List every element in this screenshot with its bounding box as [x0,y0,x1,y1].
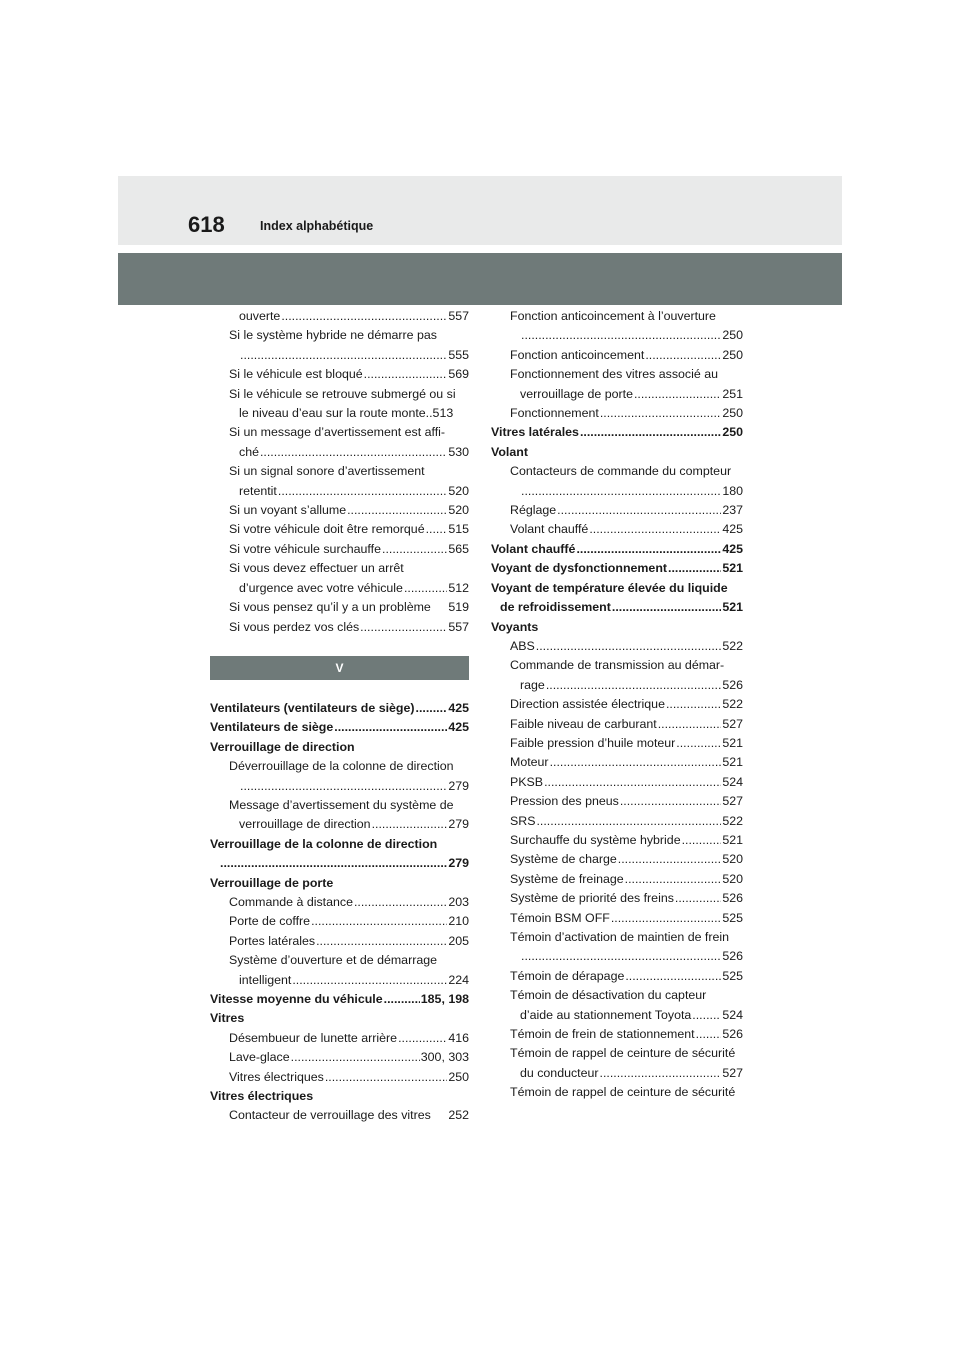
index-entry [491,443,743,462]
entry-text: Si vous devez effectuer un arrêt [229,561,404,576]
entry-text: ABS [510,638,535,653]
index-entry [491,889,743,908]
dot-leader [325,1068,448,1087]
page-reference: 522 [722,697,743,712]
header-top-band [118,176,842,245]
dot-leader [675,889,721,908]
letter-section-header: V [210,656,469,680]
entry-text: Témoin de désactivation du capteur [510,988,707,1003]
index-entry [210,990,469,1009]
entry-text: Si le véhicule est bloqué [229,367,363,382]
page-reference: 425 [722,541,743,556]
page-reference: 521 [722,735,743,750]
index-entry [491,482,743,501]
dot-leader [618,850,722,869]
dot-leader [536,637,722,656]
entry-text: Message d’avertissement du système de [229,797,454,812]
page-reference: 250 [722,328,743,343]
entry-text: Système de freinage [510,871,624,886]
index-entry [491,520,743,539]
index-entry [210,835,469,854]
index-entry [210,307,469,326]
dot-leader [666,695,721,714]
entry-text: Déverrouillage de la colonne de direction [229,759,454,774]
dot-leader [536,812,721,831]
index-entry [210,699,469,718]
entry-text: Pression des pneus [510,794,619,809]
page-reference: 515 [448,522,469,537]
dot-leader [347,501,447,520]
index-entry [491,734,743,753]
index-entry [210,1048,469,1067]
page-reference: 521 [722,755,743,770]
dot-leader [260,443,447,462]
entry-text: Fonctionnement des vitres associé au [510,367,718,382]
index-entry [210,482,469,501]
page-reference: 521 [722,832,743,847]
entry-text: Système de charge [510,852,617,867]
page-reference: 527 [722,1065,743,1080]
index-entry [491,1006,743,1025]
page-reference: 520 [722,852,743,867]
page-reference: 425 [448,720,469,735]
entry-text: Faible niveau de carburant [510,716,657,731]
dot-leader [364,365,448,384]
entry-text: Témoin BSM OFF [510,910,610,925]
index-entry [491,598,743,617]
page-number: 618 [188,212,225,237]
entry-text: Témoin de rappel de ceinture de sécurité [510,1085,736,1100]
entry-text: d’urgence avec votre véhicule [239,580,403,595]
index-entry [491,423,743,442]
page-reference: 525 [722,968,743,983]
index-entry [210,520,469,539]
entry-text: Réglage [510,503,557,518]
page-reference: 180 [722,483,743,498]
index-entry [210,1009,469,1028]
page-reference: 279 [448,778,469,793]
page-reference: 250 [722,347,743,362]
dot-leader [634,385,721,404]
index-entry [210,443,469,462]
index-entry [210,874,469,893]
page-reference: 524 [722,1007,743,1022]
dot-leader [658,715,722,734]
page-reference: 279 [448,856,469,871]
page-reference: 224 [448,972,469,987]
entry-text: Porte de coffre [229,914,311,929]
index-entry [210,796,469,815]
entry-text: Contacteurs de commande du compteur [510,464,732,479]
entry-text: d’aide au stationnement Toyota [520,1007,692,1022]
page-reference: 526 [722,891,743,906]
index-entry [210,777,469,796]
dot-leader [521,947,721,966]
dot-leader [291,1048,420,1067]
dot-leader [620,792,721,811]
dot-leader [220,854,447,873]
index-entry [491,676,743,695]
entry-text: SRS [510,813,536,828]
entry-text: Si un voyant s’allume [229,503,347,518]
dot-leader [240,777,447,796]
entry-text: retentit [239,483,277,498]
entry-text: verrouillage de porte [520,386,633,401]
page-reference: 526 [722,1027,743,1042]
index-entry [491,579,743,598]
entry-text: Si le système hybride ne démarre pas [229,328,437,343]
index-entry [491,753,743,772]
entry-text: Système d’ouverture et de démarrage [229,953,437,968]
index-entry [491,346,743,365]
entry-text: Commande de transmission au démar- [510,658,725,673]
entry-text: Volant chauffé [491,541,576,556]
dot-leader [426,520,448,539]
entry-text: Verrouillage de direction [210,739,355,754]
index-entry [210,854,469,873]
page-reference: 512 [448,580,469,595]
index-entry [491,637,743,656]
entry-text: Vitres [210,1011,245,1026]
entry-text: Fonctionnement [510,406,599,421]
dot-leader [676,734,721,753]
dot-leader [576,540,721,559]
index-entry [210,951,469,970]
page-reference: 565 [448,541,469,556]
index-entry [210,618,469,637]
entry-text: Témoin de rappel de ceinture de sécurité [510,1046,736,1061]
index-entry [491,909,743,928]
index-entry [491,385,743,404]
dot-leader [600,1064,722,1083]
index-entry [491,812,743,831]
index-entry [491,715,743,734]
index-entry [210,423,469,442]
entry-text: rage [520,677,545,692]
dot-leader [611,909,721,928]
entry-text: Direction assistée électrique [510,697,665,712]
index-entry [491,831,743,850]
page-reference: 530 [448,444,469,459]
index-entry [491,307,743,326]
dot-leader [416,699,448,718]
page-reference: 210 [448,914,469,929]
page-reference: 250 [722,406,743,421]
index-entry [491,501,743,520]
dot-leader [668,559,721,578]
page-reference: 300, 303 [420,1050,469,1065]
entry-text: du conducteur [520,1065,599,1080]
dot-leader [625,870,722,889]
index-entry [210,1087,469,1106]
index-entry [491,656,743,675]
index-entry [491,792,743,811]
dot-leader [311,912,447,931]
section-title: Index alphabétique [260,219,374,233]
index-entry [210,893,469,912]
entry-text: Vitres électriques [229,1069,324,1084]
index-column-right [491,307,743,1103]
entry-text: Si un signal sonore d’avertissement [229,464,425,479]
index-entry [491,947,743,966]
page-reference: 557 [448,309,469,323]
page-reference: 522 [722,638,743,653]
entry-text: Si un message d’avertissement est affi- [229,425,446,440]
entry-text: Voyants [491,619,539,634]
index-entry [210,718,469,737]
index-entry [491,462,743,481]
dot-leader [696,1025,722,1044]
index-entry [491,986,743,1005]
index-entry [210,404,469,423]
entry-text: Voyant de dysfonctionnement [491,561,668,576]
index-entry [491,870,743,889]
dot-leader [550,753,722,772]
dot-leader [682,831,722,850]
entry-text: Si votre véhicule doit être remorqué [229,522,425,537]
page-reference: 237 [722,503,743,518]
page-reference: 416 [448,1030,469,1045]
dot-leader [384,990,420,1009]
page-reference: 425 [448,700,469,715]
dot-leader [316,932,447,951]
dot-leader [240,346,447,365]
index-entry [491,967,743,986]
entry-text: Témoin d’activation de maintien de frein [510,930,730,944]
dot-leader [645,346,721,365]
index-entries-right [491,307,743,1103]
dot-leader [546,676,722,695]
index-entry [210,579,469,598]
index-entry [210,738,469,757]
dot-leader [278,482,447,501]
page-reference: 526 [722,949,743,964]
dot-leader [398,1029,447,1048]
index-entry [210,757,469,776]
entry-text: Si vous perdez vos clés [229,619,360,634]
dot-leader [334,718,447,737]
page-reference: 425 [722,522,743,537]
entry-text: Ventilateurs (ventilateurs de siège) [210,700,415,715]
index-entry [491,365,743,384]
header-dark-band [118,253,842,305]
entry-text: Portes latérales [229,933,316,948]
index-entry [210,540,469,559]
page-reference: 527 [722,794,743,809]
index-entry [491,773,743,792]
page-reference: 205 [448,933,469,948]
index-entry [210,346,469,365]
page-reference: 522 [722,813,743,828]
dot-leader [612,598,721,617]
dot-leader [292,971,447,990]
entry-text: Si votre véhicule surchauffe [229,541,381,556]
entry-text: Fonction anticoincement [510,347,645,362]
index-entry [210,365,469,384]
page-reference: 526 [722,677,743,692]
index-entries-left-v [210,699,469,1126]
index-entry [210,1029,469,1048]
entry-text: Témoin de frein de stationnement [510,1027,695,1042]
entry-text: Verrouillage de la colonne de direction [210,836,438,851]
entry-text: Témoin de dérapage [510,968,625,983]
dot-leader [521,326,721,345]
entry-text: Commande à distance [229,894,353,909]
entry-text: ouverte [239,309,281,323]
page-reference: 569 [448,367,469,382]
dot-leader [281,307,447,326]
entry-text: verrouillage de direction [239,817,371,832]
dot-leader [354,893,447,912]
page-reference: 250 [722,425,743,440]
entry-text: Faible pression d’huile moteur [510,735,676,750]
entry-text: Lave-glace [229,1050,290,1065]
dot-leader [544,773,721,792]
index-entry [210,462,469,481]
index-entry [210,598,469,617]
index-entry [491,1044,743,1063]
index-entry [210,501,469,520]
index-entries-left-top [210,307,469,637]
dot-leader [589,520,721,539]
index-entry [491,1083,743,1102]
entry-text: Fonction anticoincement à l’ouverture [510,309,716,323]
page-reference: 527 [722,716,743,731]
dot-leader [692,1006,721,1025]
index-entry [491,695,743,714]
page-reference: 185, 198 [420,992,469,1006]
entry-text: Volant chauffé [510,522,589,537]
dot-leader [372,815,448,834]
entry-text: Voyant de température élevée du liquide [491,580,728,595]
index-entry [210,932,469,951]
dot-leader [360,618,447,637]
index-entry [491,1064,743,1083]
index-entry [210,326,469,345]
page-reference: 520 [448,483,469,498]
index-entry [491,326,743,345]
entry-text: Vitres latérales [491,425,579,440]
dot-leader [521,482,721,501]
index-entry [210,1068,469,1087]
dot-leader [382,540,447,559]
entry-text: Système de priorité des freins [510,891,674,906]
entry-text: intelligent [239,972,292,987]
index-entry [210,815,469,834]
entry-text: Si le véhicule se retrouve submergé ou si [229,386,456,401]
entry-text: Volant [491,444,528,459]
page-reference: 520 [722,871,743,886]
entry-text: Désembueur de lunette arrière [229,1030,398,1045]
index-entry [491,1025,743,1044]
index-entry [491,404,743,423]
entry-text: ché [239,444,259,459]
index-entry [491,540,743,559]
page-reference: 279 [448,817,469,832]
page-reference: 555 [448,347,469,362]
page-reference: 557 [448,619,469,634]
entry-text: Surchauffe du système hybride [510,832,681,847]
entry-text: Vitesse moyenne du véhicule [210,992,383,1006]
index-column-left [210,307,469,1126]
index-entry [210,559,469,578]
index-entry [210,971,469,990]
entry-text: Verrouillage de porte [210,875,334,890]
dot-leader [600,404,721,423]
page-reference: 251 [722,386,743,401]
index-entry [210,912,469,931]
page-reference: 521 [722,600,743,615]
page-reference: 519 [448,600,469,615]
entry-text: Moteur [510,755,549,770]
page-reference: 525 [722,910,743,925]
entry-text: PKSB [510,774,544,789]
index-entry [210,385,469,404]
page-reference: 521 [722,561,743,576]
entry-text: Ventilateurs de siège [210,720,334,735]
page-reference: 250 [448,1069,469,1084]
index-entry [491,559,743,578]
page-reference: 252 [448,1108,469,1123]
entry-text: le niveau d’eau sur la route monte..513 [239,406,454,421]
entry-text: Si vous pensez qu’il y a un problème [229,600,431,615]
entry-text: Contacteur de verrouillage des vitres [229,1108,431,1123]
dot-leader [625,967,721,986]
page-reference: 520 [448,503,469,518]
page-reference: 203 [448,894,469,909]
index-entry [210,1106,469,1125]
index-entry [491,928,743,947]
page-reference: 524 [722,774,743,789]
entry-text: de refroidissement [500,600,611,615]
dot-leader [404,579,447,598]
dot-leader [557,501,721,520]
index-entry [491,618,743,637]
dot-leader [580,423,721,442]
entry-text: Vitres électriques [210,1089,314,1104]
index-entry [491,850,743,869]
